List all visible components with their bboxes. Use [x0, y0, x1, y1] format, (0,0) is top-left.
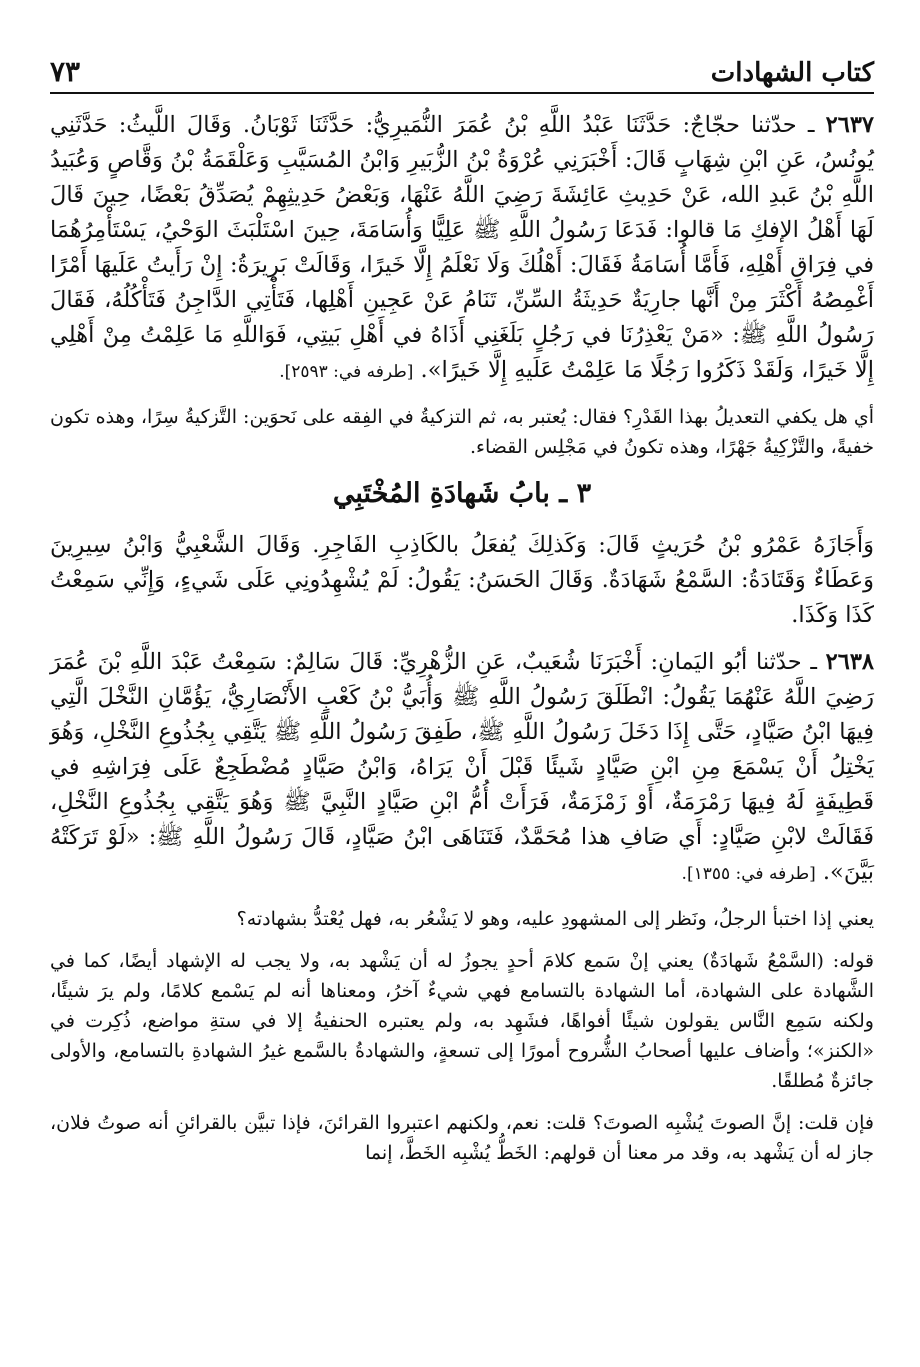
commentary-paragraph: أي هل يكفي التعديلُ بهذا القَدْرِ؟ فقال: يُعتبر به، ثم التزكيةُ في الفِقه على نَحوَين: التَّزكيةُ سِرًا، وهذه تكون خفيةً، والتَّزْكِيةُ جَهْرًا، وهذه تكونُ في مَجْلِس القضاء.: [50, 406, 874, 458]
chapter-heading: ٣ ـ بابُ شَهادَةِ المُخْتَبِي: [332, 478, 592, 509]
hadith-2638: [50, 645, 874, 892]
chapter-intro: وَأَجَازَهُ عَمْرُو بْنُ حُرَيثٍ قَالَ: وَكَذلِكَ يُفعَلُ بالكَاذِبِ الفَاجِرِ. وَقَالَ الشَّعْبِيُّ وَابْنُ سِيرِينَ وَعَطَاءٌ وَقَتَادَةُ: السَّمْعُ شَهَادَةٌ. وَقَالَ الحَسَنُ: يَقُولُ: لَمْ يُشْهِدُونِي عَلَى شَيءٍ، وَإِنِّي سَمِعْتُ كَذَا وَكَذَا.: [50, 532, 874, 628]
hadith-reference: [طرفه في: ١٣٥٥].: [681, 864, 816, 884]
hadith-2637: [50, 108, 874, 390]
commentary-paragraph: قوله: (السَّمْعُ شَهادَةٌ) يعني إنْ سَمع كلامَ أحدٍ يجوزُ له أن يَشْهد به، ولا يجب له الإشهاد أيضًا، كما في الشَّهادة على الشهادة، أما الشهادة بالتسامع فهي شيءٌ آخرُ، ومعناها أنه لم يَسْمع كلامًا، ولم يرَ شيئًا، ولكنه سَمِع النَّاس يقولون شيئًا أفواهًا، فشَهِد به، ولم يعتبره الحنفيةُ إلا في ستةِ مواضع، ذُكِرت في «الكنز»؛ وأضاف عليها أصحابُ الشُّروح أمورًا إلى تسعةٍ، والشهادةُ بالسَّمع غيرُ الشهادةِ بالتسامع، والأولى جائزةٌ مُطلقًا.: [50, 950, 874, 1092]
commentary-paragraph: فإن قلت: إنَّ الصوتَ يُشْبِه الصوتَ؟ قلت: نعم، ولكنهم اعتبروا القرائنَ، فإذا تبيَّن بالقرائنِ أنه صوتُ فلان، جاز له أن يَشْهد به، وقد مر معنا أن قولهم: الخَطُّ يُشْبِه الخَطَّ، إنما: [50, 1112, 874, 1164]
hadith-number: ٢٦٣٧: [825, 112, 874, 138]
hadith-number: ٢٦٣٨: [825, 649, 874, 675]
book-title: كتاب الشهادات: [710, 58, 874, 88]
page-number: ٧٣: [50, 55, 81, 88]
commentary-paragraph: يعني إذا اختبأ الرجلُ، ونَظر إلى المشهودِ عليه، وهو لا يَشْعُر به، فهل يُعْتدُّ بشهادته؟: [236, 908, 874, 930]
hadith-reference: [طرفه في: ٢٥٩٣].: [279, 362, 414, 382]
hadith-text: ـ حدّثنا أبُو اليَمانِ: أَخْبَرَنَا شُعَيبٌ، عَنِ الزُّهْرِيِّ: قَالَ سَالِمٌ: سَمِعْتُ عَبْدَ اللَّهِ بْنَ عُمَرَ رَضِيَ اللَّهُ عَنْهُمَا يَقُولُ: انْطَلَقَ رَسُولُ اللَّهِ ﷺ وَأُبَيُّ بْنُ كَعْبٍ الأَنْصَارِيُّ، يَؤُمَّانِ النَّخْلَ الَّتِي فِيهَا ابْنُ صَيَّادٍ، حَتَّى إِذَا دَخَلَ رَسُولُ اللَّهِ ﷺ، طَفِقَ رَسُولُ اللَّهِ ﷺ يَتَّقِي بِجُذُوعِ النَّخْلِ، وَهُوَ يَخْتِلُ أَنْ يَسْمَعَ مِنِ ابْنِ صَيَّادٍ شَيئًا قَبْلَ أَنْ يَرَاهُ، وَابْنُ صَيَّادٍ مُضْطَجِعٌ عَلَى فِرَاشِهِ في قَطِيفَةٍ لَهُ فِيهَا رَمْرَمَةٌ، أَوْ زَمْزَمَةٌ، فَرَأَتْ أُمُّ ابْنِ صَيَّادٍ النَّبِيَّ ﷺ وَهُوَ يَتَّقِي بِجُذُوعِ النَّخْلِ، فَقَالَتْ لابْنِ صَيَّادٍ: أَي صَافِ هذا مُحَمَّدٌ، فَتَنَاهَى ابْنُ صَيَّادٍ، قَالَ رَسُولُ اللَّهِ ﷺ: «لَوْ تَرَكَتْهُ بَيَّنَ».: [50, 649, 874, 885]
page-header: [50, 40, 874, 94]
hadith-text: ـ حدّثنا حجّاجٌ: حَدَّثَنَا عَبْدُ اللَّهِ بْنُ عُمَرَ النُّمَيرِيُّ: حَدَّثَنَا ثَوْبَانُ. وَقَالَ اللَّيثُ: حَدَّثَنِي يُونُسُ، عَنِ ابْنِ شِهَابٍ قَالَ: أَخْبَرَنِي عُرْوَةُ بْنُ الزُّبَيرِ وَابْنُ المُسَيَّبِ وَعَلْقَمَةُ بْنُ وَقَّاصٍ وَعُبَيدُ اللَّهِ بْنُ عَبدِ الله، عَنْ حَدِيثِ عَائِشَةَ رَضِيَ اللَّهُ عَنْهَا، وَبَعْضُ حَدِيثِهِمْ يُصَدِّقُ بَعْضًا، حِينَ قَالَ لَهَا أَهْلُ الإفكِ مَا قالوا: فَدَعَا رَسُولُ اللَّهِ ﷺ عَلِيًّا وَأُسَامَةَ، حِينَ اسْتَلْبَثَ الوَحْيُ، يَسْتَأْمِرُهُمَا في فِرَاقِ أَهْلِهِ، فَأَمَّا أُسَامَةُ فَقَالَ: أَهْلُكَ وَلَا نَعْلَمُ إِلَّا خَيرًا، وَقَالَتْ بَرِيرَةُ: إِنْ رَأَيتُ عَلَيهَا أَمْرًا أَغْمِصُهُ أَكْثَرَ مِنْ أَنَّها جارِيَةٌ حَدِيثَةُ السِّنِّ، تَنَامُ عَنْ عَجِينِ أَهْلِها، فَتَأْتِي الدَّاجِنُ فَتَأْكُلُهُ، فَقَالَ رَسُولُ اللَّهِ ﷺ: «مَنْ يَعْذِرُنَا في رَجُلٍ بَلَغَنِي أَذَاهُ في أَهْلِ بَيتِي، فَوَاللَّهِ مَا عَلِمْتُ مِنْ أَهْلِي إِلَّا خَيرًا، وَلَقَدْ ذَكَرُوا رَجُلًا مَا عَلِمْتُ عَلَيهِ إِلَّا خَيرًا».: [50, 112, 874, 383]
